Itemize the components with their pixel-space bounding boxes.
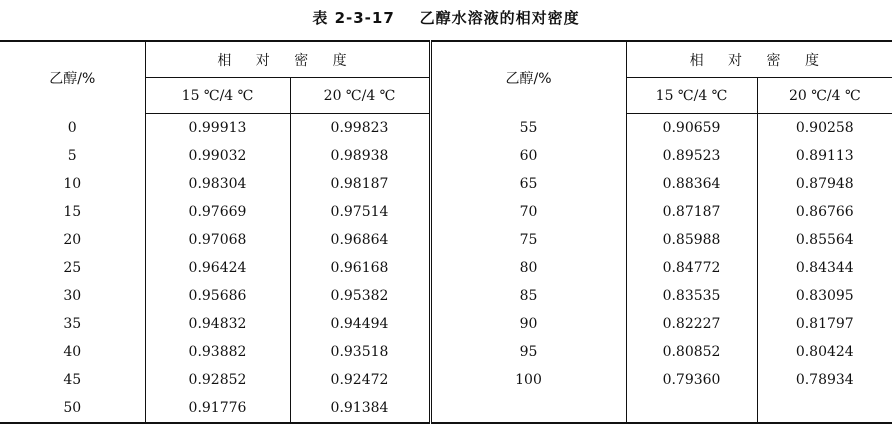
ethanol-percent-cell: 15 [63, 204, 82, 220]
density-20-cell: 0.78934 [757, 366, 892, 394]
density-15-cell: 0.79360 [626, 366, 757, 394]
ethanol-percent-cell: 75 [430, 226, 626, 254]
density-20-cell: 0.87948 [757, 170, 892, 198]
table-row [0, 142, 892, 170]
ethanol-percent-cell: 25 [63, 260, 82, 276]
table-row [0, 226, 892, 254]
ethanol-percent-cell: 45 [63, 372, 82, 388]
density-15-cell: 0.91776 [145, 394, 290, 423]
density-20-cell: 0.85564 [757, 226, 892, 254]
density-20-cell: 0.83095 [757, 282, 892, 310]
ethanol-percent-cell: 5 [67, 148, 77, 164]
table-row [0, 198, 892, 226]
density-15-cell: 0.83535 [626, 282, 757, 310]
density-15-cell: 0.89523 [626, 142, 757, 170]
table-body [0, 114, 892, 424]
table-row [0, 394, 892, 423]
density-15-cell: 0.88364 [626, 170, 757, 198]
ethanol-percent-cell: 80 [430, 254, 626, 282]
density-15-cell: 0.92852 [145, 366, 290, 394]
density-20-cell: 0.89113 [757, 142, 892, 170]
density-20-cell: 0.81797 [757, 310, 892, 338]
ethanol-percent-cell [430, 394, 626, 423]
table-row [0, 254, 892, 282]
density-15-cell: 0.90659 [626, 114, 757, 143]
temp-20-header-right: 20 ℃/4 ℃ [757, 78, 892, 114]
ethanol-percent-cell: 60 [430, 142, 626, 170]
ethanol-percent-cell: 95 [430, 338, 626, 366]
density-20-cell: 0.99823 [290, 114, 430, 143]
density-15-cell [626, 394, 757, 423]
relative-density-header-right: 相 对 密 度 [626, 41, 892, 78]
density-20-cell: 0.92472 [290, 366, 430, 394]
table-row [0, 366, 892, 394]
density-15-cell: 0.98304 [145, 170, 290, 198]
ethanol-percent-cell: 90 [430, 310, 626, 338]
density-20-cell: 0.84344 [757, 254, 892, 282]
table-row [0, 114, 892, 143]
table-row [0, 310, 892, 338]
density-15-cell: 0.95686 [145, 282, 290, 310]
density-15-cell: 0.94832 [145, 310, 290, 338]
ethanol-percent-cell: 50 [0, 394, 145, 423]
ethanol-percent-cell: 20 [63, 232, 82, 248]
density-15-cell: 0.97068 [145, 226, 290, 254]
ethanol-percent-cell: 65 [430, 170, 626, 198]
ethanol-percent-cell: 40 [63, 344, 82, 360]
density-15-cell: 0.80852 [626, 338, 757, 366]
density-20-cell: 0.95382 [290, 282, 430, 310]
ethanol-percent-cell: 100 [430, 366, 626, 394]
density-15-cell: 0.82227 [626, 310, 757, 338]
temp-15-header-left: 15 ℃/4 ℃ [145, 78, 290, 114]
density-20-cell: 0.96864 [290, 226, 430, 254]
ethanol-percent-cell: 70 [430, 198, 626, 226]
table-row [0, 338, 892, 366]
temp-20-header-left: 20 ℃/4 ℃ [290, 78, 430, 114]
ethanol-percent-cell: 55 [430, 114, 626, 143]
density-20-cell: 0.98187 [290, 170, 430, 198]
ethanol-header-left: 乙醇/% [0, 41, 145, 114]
density-20-cell: 0.93518 [290, 338, 430, 366]
ethanol-percent-cell: 10 [63, 176, 82, 192]
ethanol-header-right: 乙醇/% [430, 41, 626, 114]
table-caption: 表 2-3-17 乙醇水溶液的相对密度 [312, 9, 580, 27]
density-20-cell: 0.86766 [757, 198, 892, 226]
ethanol-percent-cell: 35 [63, 316, 82, 332]
table-header [0, 41, 892, 114]
density-20-cell: 0.98938 [290, 142, 430, 170]
density-20-cell: 0.96168 [290, 254, 430, 282]
density-15-cell: 0.87187 [626, 198, 757, 226]
density-15-cell: 0.84772 [626, 254, 757, 282]
table-row [0, 170, 892, 198]
density-20-cell: 0.97514 [290, 198, 430, 226]
ethanol-percent-cell: 30 [63, 288, 82, 304]
density-20-cell: 0.90258 [757, 114, 892, 143]
ethanol-percent-cell: 0 [67, 119, 77, 136]
density-15-cell: 0.99032 [145, 142, 290, 170]
density-20-cell: 0.91384 [290, 394, 430, 423]
table-row [0, 282, 892, 310]
density-15-cell: 0.96424 [145, 254, 290, 282]
density-15-cell: 0.93882 [145, 338, 290, 366]
density-15-cell: 0.97669 [145, 198, 290, 226]
density-20-cell [757, 394, 892, 423]
relative-density-header-left: 相 对 密 度 [145, 41, 430, 78]
density-table [0, 40, 892, 424]
density-15-cell: 0.99913 [145, 114, 290, 143]
ethanol-percent-cell: 85 [430, 282, 626, 310]
density-20-cell: 0.94494 [290, 310, 430, 338]
temp-15-header-right: 15 ℃/4 ℃ [626, 78, 757, 114]
density-15-cell: 0.85988 [626, 226, 757, 254]
density-20-cell: 0.80424 [757, 338, 892, 366]
